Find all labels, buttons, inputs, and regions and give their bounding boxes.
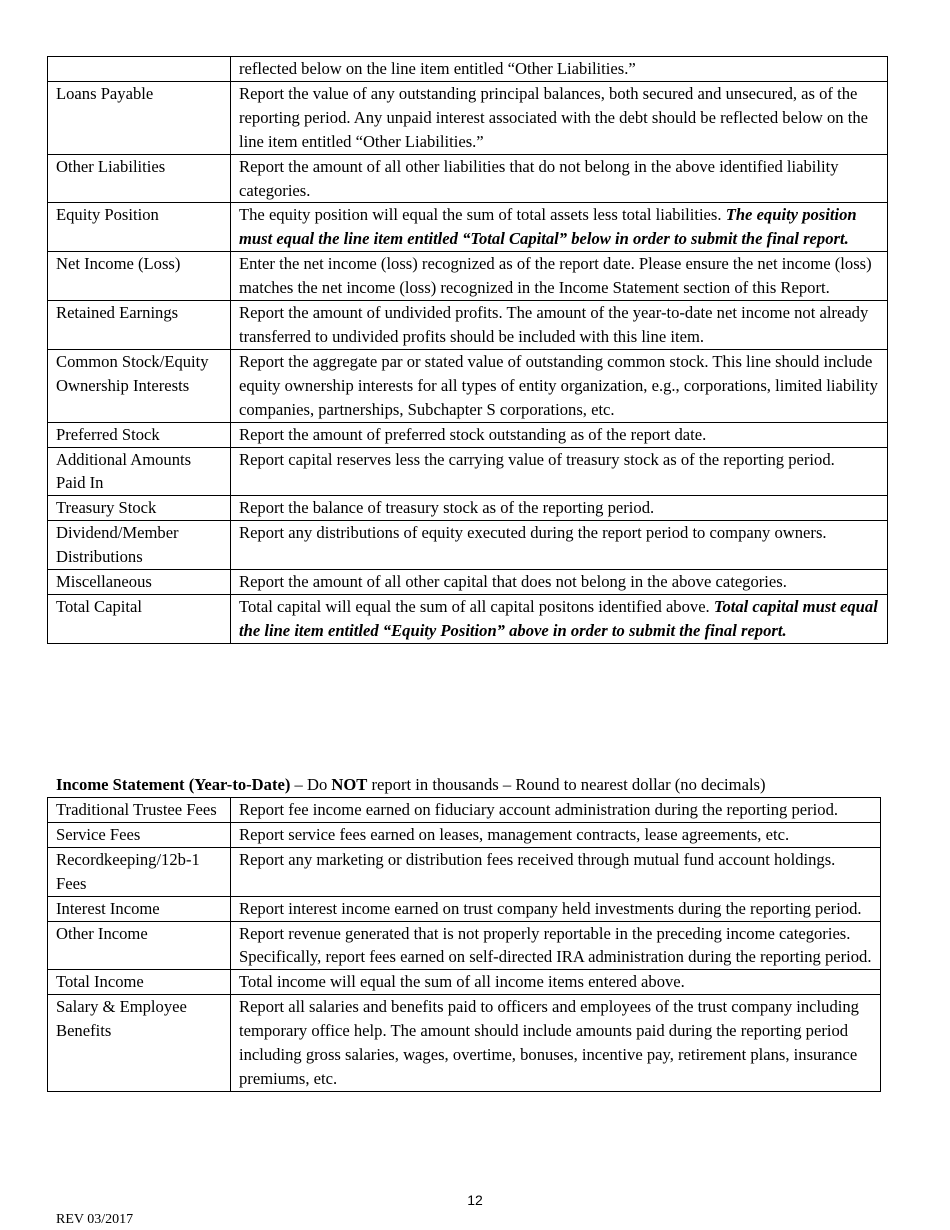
row-description: Report service fees earned on leases, management contracts, lease agreements, etc. [231,822,881,847]
row-label: Traditional Trustee Fees [48,798,231,823]
table-row [48,970,881,995]
row-description: reflected below on the line item entitled “Other Liabilities.” [231,57,888,82]
page-number: 12 [467,1192,483,1208]
table-row [48,822,881,847]
row-label: Net Income (Loss) [48,252,231,301]
row-description: Report the aggregate par or stated value of outstanding common stock. This line should include equity ownership interests for all types of entity organization, e.g., corporations, limited liability companies, partnerships, Subchapter S corporations, etc. [231,349,888,422]
table-row [48,422,888,447]
row-description: Report the value of any outstanding principal balances, both secured and unsecured, as of the reporting period. Any unpaid interest associated with the debt should be reflected below on the line item entitled “Other Liabilities.” [231,81,888,154]
row-label: Interest Income [48,896,231,921]
row-description: Total income will equal the sum of all income items entered above. [231,970,881,995]
row-label: Other Income [48,921,231,970]
table-row [48,301,888,350]
row-label: Additional Amounts Paid In [48,447,231,496]
row-description: Report all salaries and benefits paid to officers and employees of the trust company including temporary office help. The amount should include amounts paid during the reporting period including gross salaries, wages, overtime, bonuses, incentive pay, retirement plans, insurance premiums, etc. [231,995,881,1092]
table-row [48,896,881,921]
table-row [48,847,881,896]
table-row [48,798,881,823]
row-label: Treasury Stock [48,496,231,521]
row-description: Report capital reserves less the carrying value of treasury stock as of the reporting period. [231,447,888,496]
table-row [48,496,888,521]
income-statement-definitions-table [47,797,881,1092]
table-row [48,594,888,643]
table-row [48,154,888,203]
row-label: Total Capital [48,594,231,643]
table-row [48,995,881,1092]
row-label: Salary & Employee Benefits [48,995,231,1092]
row-label: Service Fees [48,822,231,847]
row-description: Report the amount of all other capital that does not belong in the above categories. [231,570,888,595]
table-row [48,81,888,154]
revision-footer: REV 03/2017 [56,1212,134,1227]
row-description: Report the amount of undivided profits. The amount of the year-to-date net income not already transferred to undivided profits should be included with this line item. [231,301,888,350]
row-label: Preferred Stock [48,422,231,447]
row-label: Dividend/Member Distributions [48,521,231,570]
heading-title: Income Statement (Year-to-Date) [56,775,291,794]
row-label: Total Income [48,970,231,995]
table-row [48,57,888,82]
table-row [48,203,888,252]
row-label: Other Liabilities [48,154,231,203]
heading-text: – Do [290,775,332,794]
row-description: Report revenue generated that is not properly reportable in the preceding income categories. Specifically, report fees earned on self-directed IRA administration during the reporting period. [231,921,881,970]
emphasis-note: The equity position must equal the line item entitled “Total Capital” below in order to submit the final report. [239,205,857,249]
row-description: Report interest income earned on trust company held investments during the reporting period. [231,896,881,921]
table-row [48,349,888,422]
row-description: Report any marketing or distribution fees received through mutual fund account holdings. [231,847,881,896]
row-label: Miscellaneous [48,570,231,595]
row-description: Enter the net income (loss) recognized as of the report date. Please ensure the net income (loss) matches the net income (loss) recognized in the Income Statement section of this Report. [231,252,888,301]
table-row [48,570,888,595]
row-label: Recordkeeping/12b-1 Fees [48,847,231,896]
row-label: Common Stock/Equity Ownership Interests [48,349,231,422]
emphasis-note: Total capital must equal the line item entitled “Equity Position” above in order to submit the final report. [239,596,878,640]
table-row [48,252,888,301]
row-label: Retained Earnings [48,301,231,350]
row-description: Report the balance of treasury stock as of the reporting period. [231,496,888,521]
row-label: Loans Payable [48,81,231,154]
row-description: The equity position will equal the sum of total assets less total liabilities. The equity position must equal the line item entitled “Total Capital” below in order to submit the final report. [231,203,888,252]
heading-not: NOT [331,775,368,794]
row-description: Total capital will equal the sum of all capital positons identified above. Total capital must equal the line item entitled “Equity Position” above in order to submit the final report. [231,594,888,643]
table-row [48,921,881,970]
row-description: Report the amount of all other liabilities that do not belong in the above identified liability categories. [231,154,888,203]
row-description: Report any distributions of equity executed during the report period to company owners. [231,521,888,570]
heading-text: report in thousands – Round to nearest dollar (no decimals) [367,775,766,794]
income-statement-heading [56,773,766,797]
row-label: Equity Position [48,203,231,252]
table-row [48,447,888,496]
table-row [48,521,888,570]
row-description: Report the amount of preferred stock outstanding as of the report date. [231,422,888,447]
row-description: Report fee income earned on fiduciary account administration during the reporting period. [231,798,881,823]
row-label [48,57,231,82]
balance-sheet-definitions-table [47,56,888,644]
